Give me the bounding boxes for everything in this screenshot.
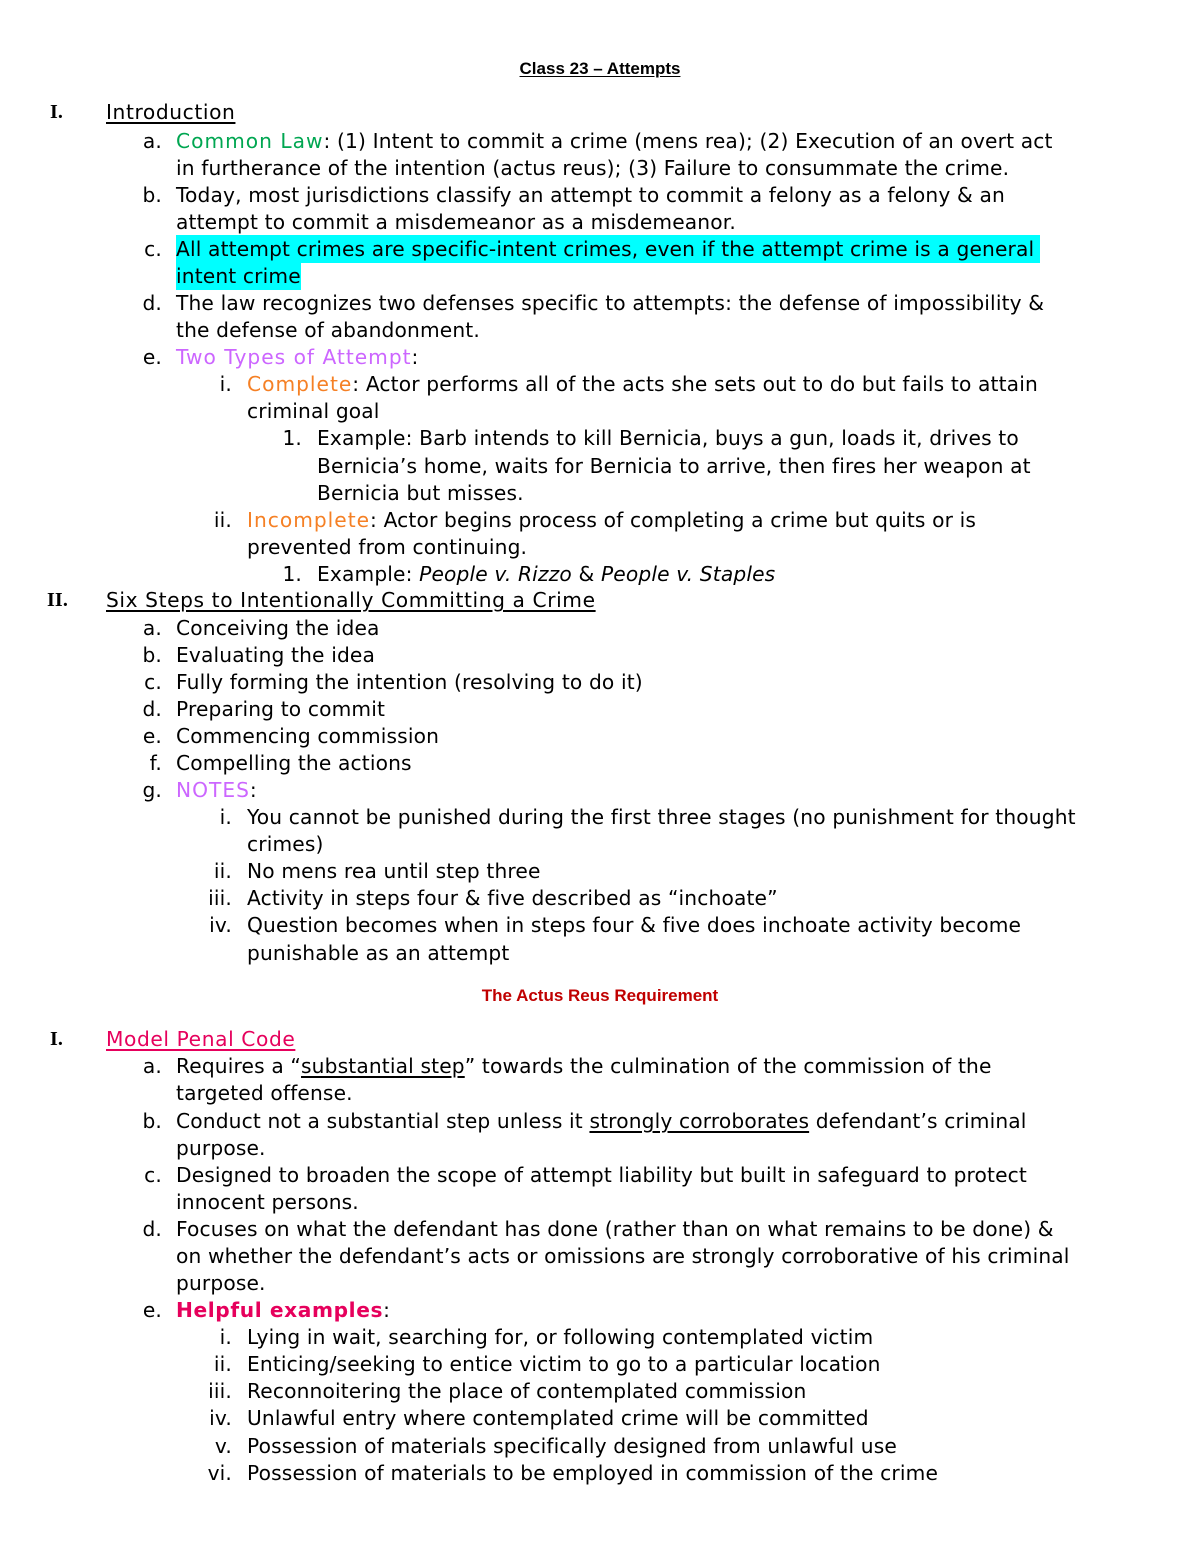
section-heading: Six Steps to Intentionally Committing a Crime (106, 588, 596, 612)
list-text: crimes) (247, 832, 324, 856)
list-text: Example: (317, 562, 420, 586)
list-text: Lying in wait, searching for, or following contemplated victim (247, 1325, 874, 1349)
list-text: Activity in steps four & five described as “inchoate” (247, 886, 778, 910)
list-text: Today, most jurisdictions classify an attempt to commit a felony as a felony & an (176, 183, 1005, 207)
list-text: : (411, 345, 419, 369)
list-marker: c. (144, 1163, 162, 1187)
list-marker: ii. (213, 859, 232, 883)
list-text: The law recognizes two defenses specific to attempts: the defense of impossibility & (176, 291, 1045, 315)
list-text: : Actor begins process of completing a crime but quits or is (370, 508, 977, 532)
list-marker: i. (219, 805, 232, 829)
document-title: Class 23 – Attempts (519, 59, 681, 78)
list-text: punishable as an attempt (247, 941, 510, 965)
list-text: targeted offense. (176, 1081, 353, 1105)
outline-number: I. (50, 101, 64, 123)
underlined-term: strongly corroborates (589, 1109, 810, 1133)
list-marker: v. (214, 1434, 232, 1458)
list-marker: d. (142, 697, 162, 721)
list-marker: ii. (213, 508, 232, 532)
incomplete-term: Incomplete (247, 508, 371, 532)
list-marker: i. (219, 1325, 232, 1349)
section-heading: Model Penal Code (106, 1027, 296, 1051)
list-text: Reconnoitering the place of contemplated commission (247, 1379, 807, 1403)
list-marker: a. (142, 1054, 162, 1078)
list-text: ” towards the culmination of the commission of the (464, 1054, 992, 1078)
list-text: defendant’s criminal (809, 1109, 1027, 1133)
list-text: Bernicia’s home, waits for Bernicia to arrive, then fires her weapon at (317, 454, 1031, 478)
list-text: Conceiving the idea (176, 616, 380, 640)
case-name: People v. Rizzo (419, 562, 572, 586)
list-text: Possession of materials to be employed in commission of the crime (247, 1461, 939, 1485)
list-text: Evaluating the idea (176, 643, 376, 667)
list-text: Bernicia but misses. (317, 481, 524, 505)
highlighted-text: All attempt crimes are specific-intent crimes, even if the attempt crime is a general (176, 235, 1040, 263)
list-marker: e. (142, 345, 162, 369)
list-marker: d. (142, 1217, 162, 1241)
list-text: Preparing to commit (176, 697, 386, 721)
list-marker: e. (142, 724, 162, 748)
list-marker: 1. (282, 426, 302, 450)
list-marker: e. (142, 1298, 162, 1322)
section-heading: Introduction (106, 100, 236, 124)
list-text: on whether the defendant’s acts or omissions are strongly corroborative of his criminal (176, 1244, 1070, 1268)
list-marker: i. (219, 372, 232, 396)
list-text: Enticing/seeking to entice victim to go to a particular location (247, 1352, 881, 1376)
list-text: & (571, 562, 601, 586)
list-text: Fully forming the intention (resolving to do it) (176, 670, 643, 694)
case-name: People v. Staples (600, 562, 776, 586)
list-text: Compelling the actions (176, 751, 412, 775)
list-marker: iii. (208, 1379, 232, 1403)
highlighted-text: intent crime (176, 264, 301, 288)
outline-number: I. (50, 1028, 64, 1050)
list-text: Commencing commission (176, 724, 440, 748)
list-text: No mens rea until step three (247, 859, 541, 883)
list-text: : (383, 1298, 391, 1322)
list-marker: iii. (208, 886, 232, 910)
list-text: Question becomes when in steps four & five does inchoate activity become (247, 913, 1022, 937)
list-text: innocent persons. (176, 1190, 359, 1214)
list-marker: f. (149, 751, 162, 775)
list-text: the defense of abandonment. (176, 318, 480, 342)
list-text: in furtherance of the intention (actus reus); (3) Failure to consummate the crime. (176, 156, 1010, 180)
actus-reus-subtitle: The Actus Reus Requirement (481, 986, 719, 1005)
list-marker: vi. (207, 1461, 232, 1485)
list-text: attempt to commit a misdemeanor as a misdemeanor. (176, 210, 736, 234)
list-text: You cannot be punished during the first three stages (no punishment for thought (247, 805, 1076, 829)
list-text: : (249, 778, 257, 802)
list-text: Possession of materials specifically designed from unlawful use (247, 1434, 897, 1458)
list-marker: d. (142, 291, 162, 315)
list-marker: iv. (209, 1406, 232, 1430)
list-marker: c. (144, 237, 162, 261)
list-text: Example: Barb intends to kill Bernicia, buys a gun, loads it, drives to (317, 426, 1019, 450)
list-text: Unlawful entry where contemplated crime will be committed (247, 1406, 869, 1430)
list-text: : Actor performs all of the acts she sets out to do but fails to attain (352, 372, 1038, 396)
list-text: Designed to broaden the scope of attempt liability but built in safeguard to protect (176, 1163, 1028, 1187)
helpful-examples-term: Helpful examples (176, 1298, 384, 1322)
outline-number: II. (47, 589, 69, 611)
two-types-term: Two Types of Attempt (176, 345, 412, 369)
notes-term: NOTES (176, 778, 250, 802)
list-text: criminal goal (247, 399, 380, 423)
list-marker: 1. (282, 562, 302, 586)
list-text: purpose. (176, 1271, 266, 1295)
common-law-term: Common Law (176, 129, 324, 153)
list-marker: a. (142, 129, 162, 153)
list-marker: c. (144, 670, 162, 694)
underlined-term: substantial step (301, 1054, 465, 1078)
list-text: : (1) Intent to commit a crime (mens rea); (2) Execution of an overt act (323, 129, 1053, 153)
complete-term: Complete (247, 372, 353, 396)
list-text: Conduct not a substantial step unless it (176, 1109, 590, 1133)
list-text: Requires a “ (176, 1054, 302, 1078)
list-marker: ii. (213, 1352, 232, 1376)
list-text: prevented from continuing. (247, 535, 528, 559)
list-marker: b. (142, 183, 162, 207)
list-marker: a. (142, 616, 162, 640)
list-marker: g. (142, 778, 162, 802)
list-text: Focuses on what the defendant has done (rather than on what remains to be done) & (176, 1217, 1054, 1241)
list-marker: iv. (209, 913, 232, 937)
list-marker: b. (142, 643, 162, 667)
list-text: purpose. (176, 1136, 266, 1160)
list-marker: b. (142, 1109, 162, 1133)
